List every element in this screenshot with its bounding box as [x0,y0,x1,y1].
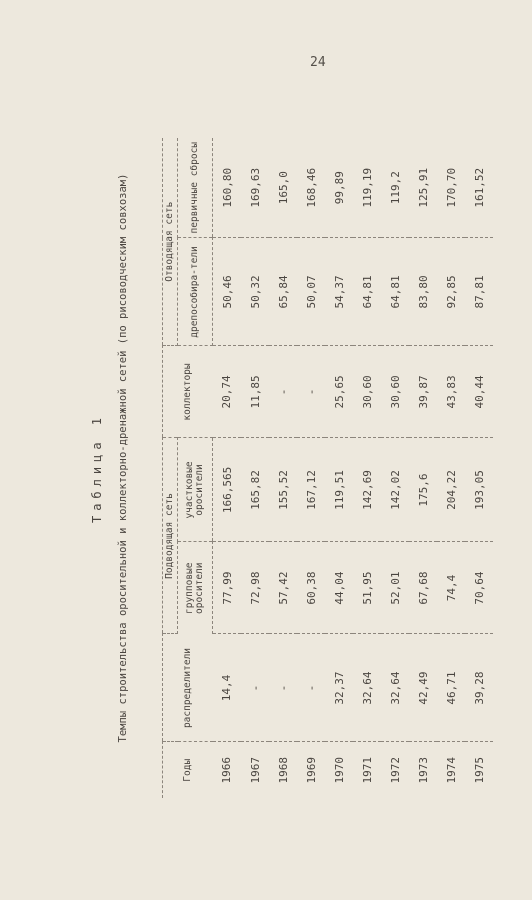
cell-plot-irrigators: 165,82 [241,438,269,542]
header-primary-discharges: первичные сбросы [178,138,213,238]
cell-distributors: 46,71 [437,634,465,742]
rotated-table-block [82,128,502,808]
table-row [241,138,269,798]
cell-year: 1971 [360,757,374,784]
cell-distributors: 32,64 [353,634,381,742]
cell-plot-irrigators: 142,69 [353,438,381,542]
cell-plot-irrigators: 142,02 [381,438,409,542]
table-row [381,138,409,798]
header-years: Годы [163,742,213,798]
cell-year: 1967 [248,757,262,784]
cell-group-irrigators: 77,99 [213,542,242,634]
cell-primary: 119,2 [381,138,409,238]
cell-collectors: - [297,346,325,438]
table-row [325,138,353,798]
header-group-irrigators: групповые оросители [178,542,213,634]
cell-plot-irrigators: 193,05 [465,438,493,542]
cell-primary: 170,70 [437,138,465,238]
cell-distributors: 42,49 [409,634,437,742]
cell-group-irrigators: 67,68 [409,542,437,634]
cell-group-irrigators: 57,42 [269,542,297,634]
cell-group-irrigators: 60,38 [297,542,325,634]
cell-collectors: 25,65 [325,346,353,438]
cell-drainage: 50,07 [297,238,325,346]
cell-drainage: 65,84 [269,238,297,346]
cell-plot-irrigators: 167,12 [297,438,325,542]
cell-group-irrigators: 44,04 [325,542,353,634]
cell-distributors: - [297,634,325,742]
cell-primary: 168,46 [297,138,325,238]
cell-plot-irrigators: 175,6 [409,438,437,542]
cell-drainage: 64,81 [381,238,409,346]
cell-group-irrigators: 72,98 [241,542,269,634]
construction-rates-table [162,138,493,798]
table-title: Темпы строительства оросительной и коллекторно-дренажной сетей (по рисоводческим совхозам) [117,173,129,743]
cell-year: 1974 [444,757,458,784]
cell-primary: 99,89 [325,138,353,238]
cell-collectors: 30,60 [381,346,409,438]
cell-group-irrigators: 51,95 [353,542,381,634]
table-label: Таблица 1 [90,412,104,524]
header-supply-network: Подводящая сеть [163,438,178,634]
cell-plot-irrigators: 166,565 [213,438,242,542]
cell-year: 1966 [220,757,234,784]
cell-group-irrigators: 74,4 [437,542,465,634]
cell-distributors: 14,4 [213,634,242,742]
table-body [213,138,494,798]
table-row [353,138,381,798]
cell-collectors: - [269,346,297,438]
cell-primary: 161,52 [465,138,493,238]
cell-collectors: 40,44 [465,346,493,438]
table-row [269,138,297,798]
header-plot-irrigators: участковые оросители [178,438,213,542]
cell-year: 1968 [276,757,290,784]
cell-year: 1973 [416,757,430,784]
cell-primary: 169,63 [241,138,269,238]
cell-collectors: 39,87 [409,346,437,438]
cell-collectors: 20,74 [213,346,242,438]
table-row [465,138,493,798]
cell-drainage: 50,46 [213,238,242,346]
page-number: 24 [310,55,326,70]
header-drainage-collectors: дрепособира-тели [178,238,213,346]
cell-year: 1972 [388,757,402,784]
table-row [297,138,325,798]
cell-distributors: 32,64 [381,634,409,742]
cell-primary: 119,19 [353,138,381,238]
header-distributors: распределители [163,634,213,742]
cell-plot-irrigators: 204,22 [437,438,465,542]
cell-distributors: 39,28 [465,634,493,742]
cell-plot-irrigators: 155,52 [269,438,297,542]
cell-year: 1975 [472,757,486,784]
cell-drainage: 64,81 [353,238,381,346]
cell-drainage: 92,85 [437,238,465,346]
cell-primary: 165,0 [269,138,297,238]
cell-distributors: 32,37 [325,634,353,742]
cell-collectors: 30,60 [353,346,381,438]
cell-drainage: 50,32 [241,238,269,346]
cell-year: 1969 [304,757,318,784]
cell-plot-irrigators: 119,51 [325,438,353,542]
cell-group-irrigators: 52,01 [381,542,409,634]
cell-drainage: 83,80 [409,238,437,346]
table-row [213,138,242,798]
cell-distributors: - [241,634,269,742]
cell-drainage: 54,37 [325,238,353,346]
header-discharge-network: Отводящая сеть [163,138,178,346]
cell-primary: 125,91 [409,138,437,238]
header-collectors: коллекторы [163,346,213,438]
cell-distributors: - [269,634,297,742]
table-row [409,138,437,798]
cell-year: 1970 [332,757,346,784]
cell-collectors: 43,83 [437,346,465,438]
cell-primary: 160,80 [213,138,242,238]
cell-group-irrigators: 70,64 [465,542,493,634]
cell-drainage: 87,81 [465,238,493,346]
cell-collectors: 11,85 [241,346,269,438]
table-row [437,138,465,798]
